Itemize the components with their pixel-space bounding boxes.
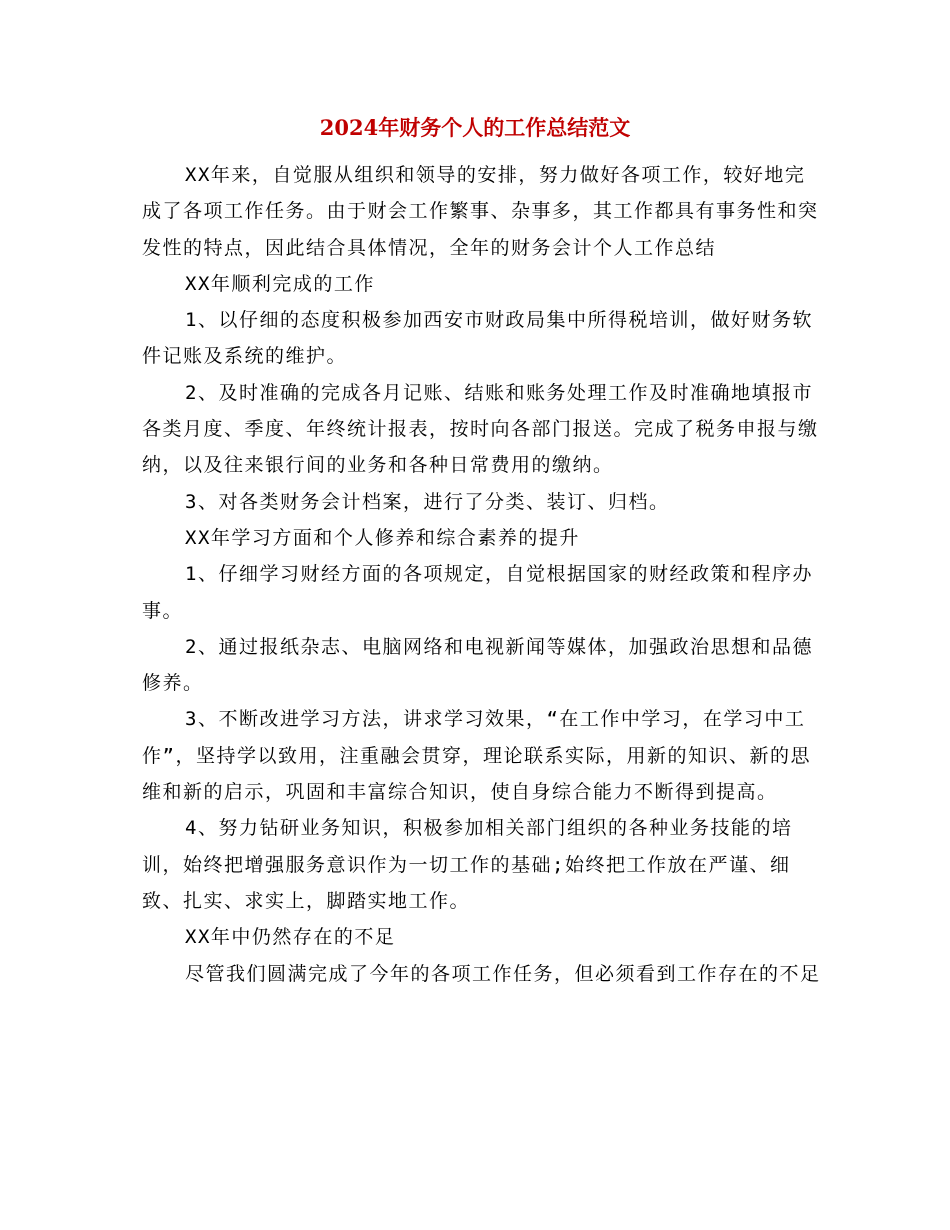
paragraph-item: 3、不断改进学习方法，讲求学习效果，“在工作中学习，在学习中工作”，坚持学以致用，注重融会贯穿，理论联系实际，用新的知识、新的思维和新的启示，巩固和丰富综合知识，使自身综合能力不断得到提高。 <box>142 708 811 804</box>
paragraph-item: 3、对各类财务会计档案，进行了分类、装订、归档。 <box>185 490 670 513</box>
paragraph-item: 尽管我们圆满完成了今年的各项工作任务，但必须看到工作存在的不足 <box>185 962 821 985</box>
section-heading-shortcomings: XX年中仍然存在的不足 <box>185 926 396 949</box>
paragraph-item: 4、努力钻研业务知识，积极参加相关部门组织的各种业务技能的培训，始终把增强服务意识作为一切工作的基础;始终把工作放在严谨、细致、扎实、求实上，脚踏实地工作。 <box>142 817 793 912</box>
section-heading-learning: XX年学习方面和个人修养和综合素养的提升 <box>185 526 580 549</box>
document-body <box>142 157 822 992</box>
paragraph-item: 1、以仔细的态度积极参加西安市财政局集中所得税培训，做好财务软件记账及系统的维护。 <box>142 309 813 368</box>
document-title: 2024年财务个人的工作总结范文 <box>319 115 631 140</box>
paragraph-item: 2、及时准确的完成各月记账、结账和账务处理工作及时准确地填报市各类月度、季度、年终统计报表，按时向各部门报送。完成了税务申报与缴纳，以及往来银行间的业务和各种日常费用的缴纳。 <box>142 381 819 477</box>
section-heading-completed-work: XX年顺利完成的工作 <box>185 272 375 295</box>
paragraph-intro: XX年来，自觉服从组织和领导的安排，努力做好各项工作，较好地完成了各项工作任务。由于财会工作繁事、杂事多，其工作都具有事务性和突发性的特点，因此结合具体情况，全年的财务会计个人工作总结 <box>142 164 819 259</box>
paragraph-item: 2、通过报纸杂志、电脑网络和电视新闻等媒体，加强政治思想和品德修养。 <box>142 635 813 695</box>
paragraph-item: 1、仔细学习财经方面的各项规定，自觉根据国家的财经政策和程序办事。 <box>142 563 813 622</box>
